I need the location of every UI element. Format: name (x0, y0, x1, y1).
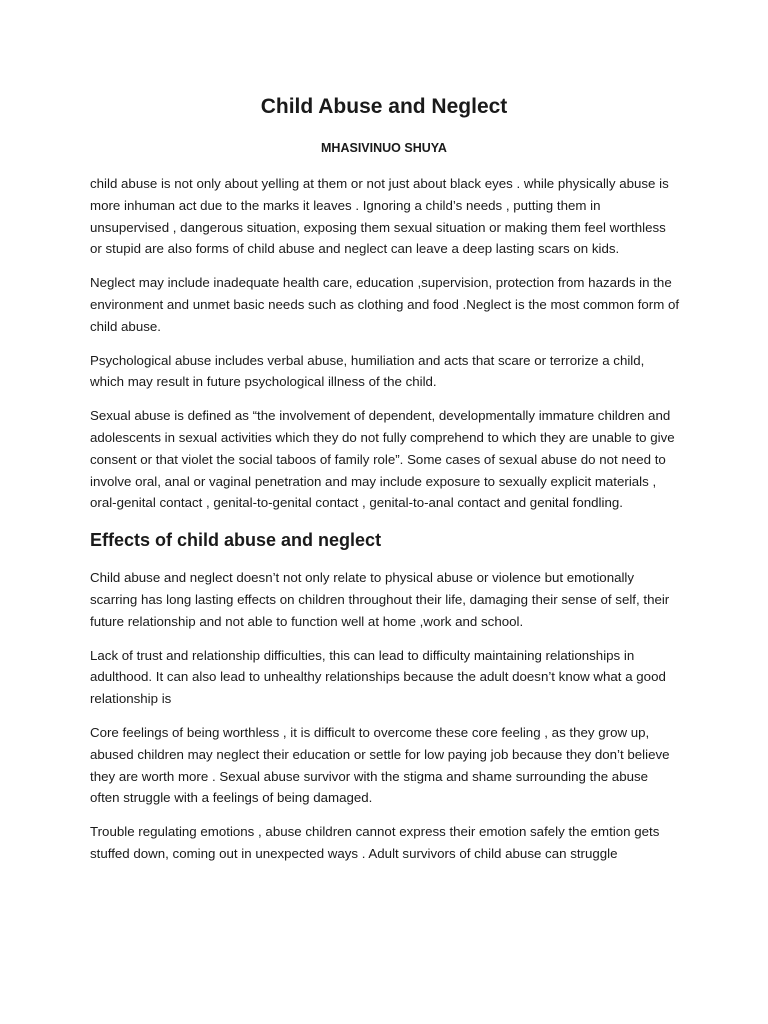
paragraph-psychological-abuse: Psychological abuse includes verbal abuse, humiliation and acts that scare or terrorize a child, which may result in future psychological illness of the child. (90, 352, 645, 390)
section-heading-effects: Effects of child abuse and neglect (90, 530, 382, 551)
paragraph-core-feelings: Core feelings of being worthless , it is difficult to overcome these core feeling , as they grow up, abused children may neglect their education or settle for low paying job because they don’t believe they are worth more . Sexual abuse survivor with the stigma and shame surrounding the abuse often struggle with a feelings of being damaged. (90, 724, 670, 806)
paragraph-trouble-regulating: Trouble regulating emotions , abuse children cannot express their emotion safely the emtion gets stuffed down, coming out in unexpected ways . Adult survivors of child abuse can struggle (90, 824, 660, 861)
author-name: MHASIVINUO SHUYA (321, 141, 447, 155)
document-body (90, 173, 680, 877)
paragraph-neglect: Neglect may include inadequate health care, education ,supervision, protection from hazards in the environment and unmet basic needs such as clothing and food .Neglect is the most common form of child abuse. (90, 275, 680, 334)
paragraph-intro: child abuse is not only about yelling at them or not just about black eyes . while physically abuse is more inhuman act due to the marks it leaves . Ignoring a child’s needs , putting them in unsupervised , dangerous situation, exposing them sexual situation or making them feel worthless or stupid are also forms of child abuse and neglect can leave a deep lasting scars on kids. (90, 176, 669, 257)
paragraph-sexual-abuse: Sexual abuse is defined as “the involvement of dependent, developmentally immature children and adolescents in sexual activities which they do not fully comprehend to which they are unable to give consent or that violet the social taboos of family role”. Some cases of sexual abuse do not need to involve oral, anal or vaginal penetration and may include exposure to sexually explicit materials , oral-genital contact , genital-to-genital contact , genital-to-anal contact and genital fondling. (90, 408, 675, 511)
document-title: Child Abuse and Neglect (260, 95, 508, 118)
paragraph-effects-overview: Child abuse and neglect doesn’t not only relate to physical abuse or violence but emotionally scarring has long lasting effects on children throughout their life, damaging their sense of self, their future relationship and not able to function well at home ,work and school. (90, 570, 670, 629)
paragraph-lack-of-trust: Lack of trust and relationship difficulties, this can lead to difficulty maintaining relationships in adulthood. It can also lead to unhealthy relationships because the adult doesn’t know what a good relationship is (90, 647, 666, 707)
